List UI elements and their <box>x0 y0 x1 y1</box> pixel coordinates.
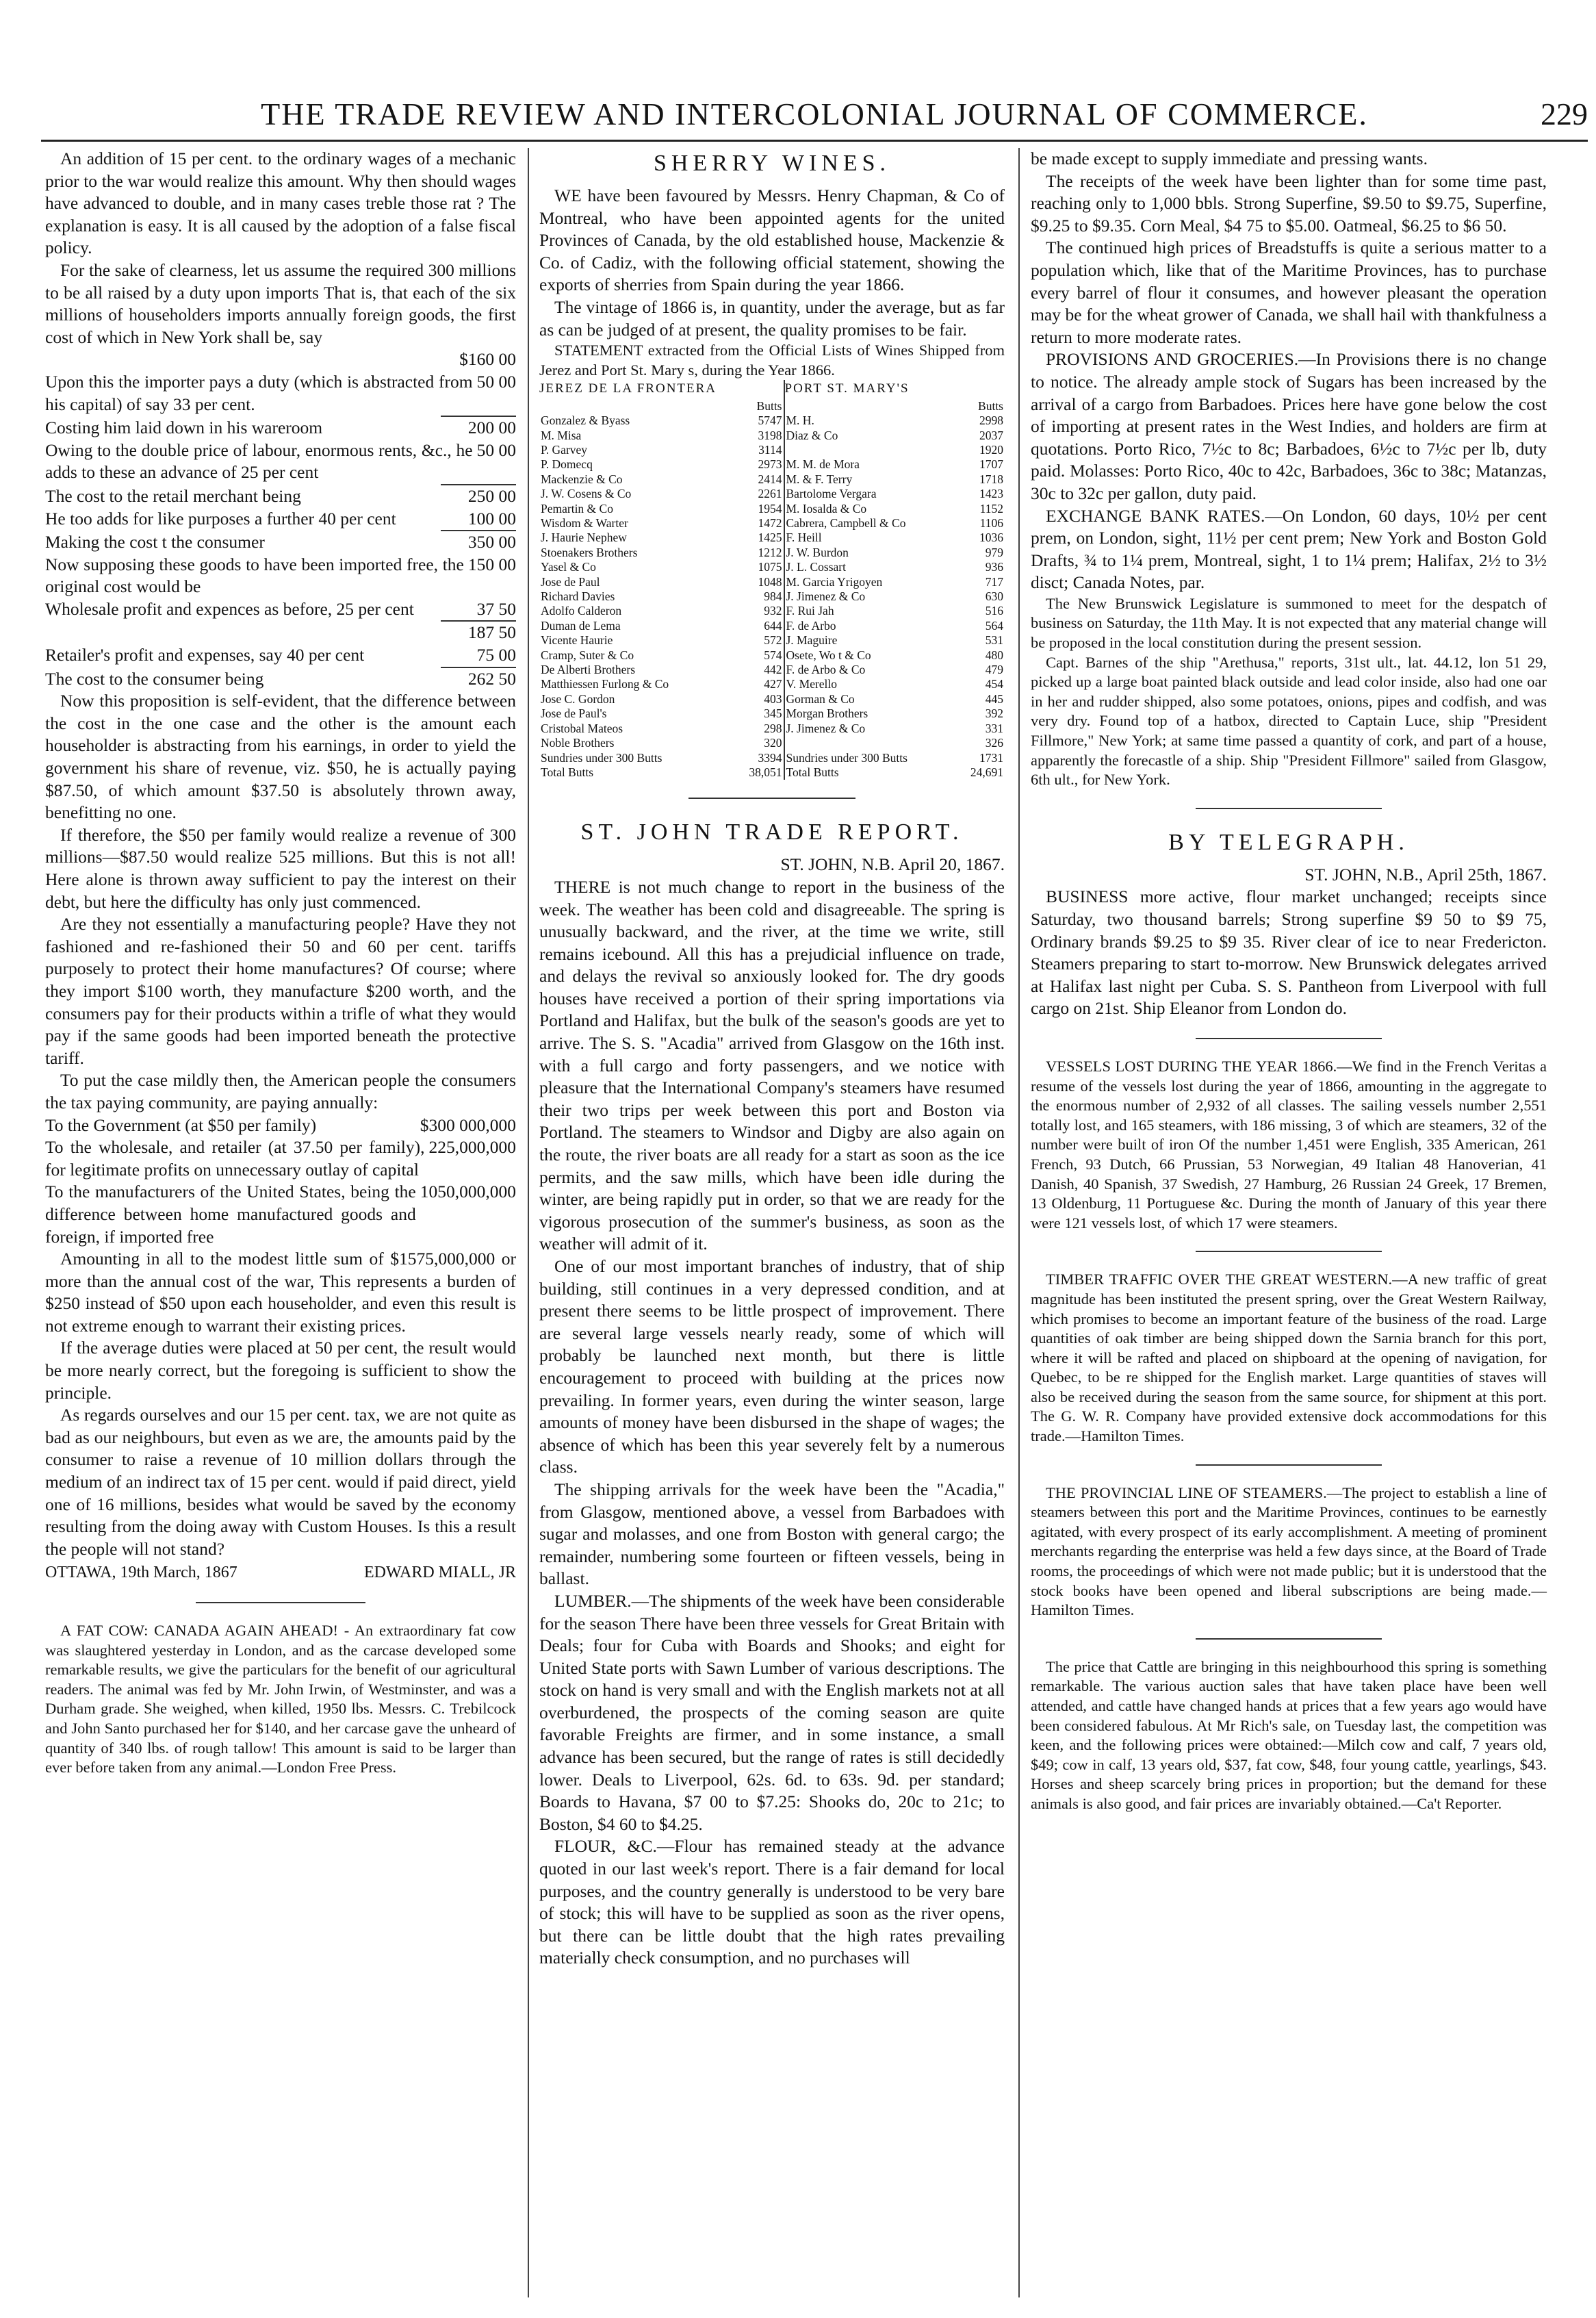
shipper-name: Cabrera, Campbell & Co <box>784 516 956 531</box>
paragraph: BUSINESS more active, flour market unchanged; receipts since Saturday, two thousand barrels; Strong superfine $9 50 to $9 75, Ordinary brands $9.25 to $9 35. River clear of ice to near Fredericton. Steamers preparing to start to-morrow. New Brunswick delegates arrived at Halifax last night per Cuba. S. S. Pantheon from Liverpool with full cargo on 21st. Ship Eleanor from London do. <box>1031 887 1547 1019</box>
table-row <box>539 736 1005 750</box>
st-john-heading: ST. JOHN TRADE REPORT. <box>580 819 964 845</box>
calculation-value: 262 50 <box>467 668 516 689</box>
butts-value: 454 <box>985 677 1003 691</box>
butts-value: 1075 <box>758 560 782 574</box>
annual-value: 1050,000,000 <box>420 1182 516 1202</box>
shipper-name: Morgan Brothers <box>784 706 956 721</box>
shipper-name: Jose de Paul <box>541 574 600 589</box>
table-row <box>539 546 1005 560</box>
signature-author: EDWARD MIALL, JR <box>364 1564 516 1582</box>
table-row <box>539 531 1005 545</box>
calculation-text: Now supposing these goods to have been imported free, the original cost would be <box>45 554 464 597</box>
sherry-heading: SHERRY WINES. <box>653 151 891 176</box>
separator-rule <box>1196 1638 1381 1640</box>
column-rule <box>1018 148 1020 2297</box>
shipper-name: Pemartin & Co <box>541 501 613 515</box>
table-row <box>539 472 1005 487</box>
shipper-name: Noble Brothers <box>541 736 615 750</box>
butts-value: 1472 <box>758 516 782 530</box>
calculation-value: 50 00 <box>476 440 516 460</box>
table-row <box>539 589 1005 604</box>
table-row <box>539 722 1005 736</box>
shipper-name: De Alberti Brothers <box>541 663 636 677</box>
unit-label: Butts <box>978 398 1003 413</box>
vessels-lost-item: VESSELS LOST DURING THE YEAR 1866.—We find in the French Veritas a resume of the vessels lost during the year of 1866, amounting in the aggregate to the enormous number of 2,932 of all classes. The sailing vessels number 2,551 totally lost, and 165 steamers, with 186 missing, 3 of which are steamers, 32 of the number were built of iron Of the number 1,451 were English, 335 American, 261 French, 93 Dutch, 66 Prussian, 53 Norwegian, 49 Italian 48 Hanoverian, 41 Danish, 40 Spanish, 37 Swedish, 27 Hamburg, 26 Russian 24 Greek, 17 Bremen, 13 Oldenburg, 11 Portuguese &c. During the month of January of this year there were 121 vessels lost, of which 17 were steamers. <box>1031 1057 1547 1232</box>
shipper-name: M. Garcia Yrigoyen <box>784 575 956 589</box>
butts-value: 326 <box>985 736 1003 750</box>
shipper-name: J. W. Cosens & Co <box>541 487 632 501</box>
total-value: 24,691 <box>970 765 1003 779</box>
shipper-name: J. Jimenez & Co <box>784 722 956 736</box>
calculation-row <box>45 371 516 416</box>
shipper-name: Stoenakers Brothers <box>541 545 638 559</box>
shipper-name: Diaz & Co <box>784 429 956 443</box>
paragraph: THERE is not much change to report in the business of the week. The weather has been cold and disagreeable. The spring is unusually backward, and the river, at the time we write, still remains icebound. All this has a prejudicial influence on trade, and delays the revival so anxiously looked for. The dry goods houses have received a portion of their spring importations via Portland and Halifax, but the bulk of the season's goods are yet to arrive. The S. S. "Acadia" arrived from Glasgow on the 16th inst. with a full cargo and forty passengers, and we notice with pleasure that the International Company's steamers have resumed their two trips per week between this port and Boston via Portland. The steamers to Windsor and Digby are also again on the route, the river boats are all ready for a start as soon as the ice permits, and the saw mills, which have been idle during the winter, are being rapidly put in order, so that we are ready for the vigorous prosecution of the summer's business, as soon as the weather will admit of it. <box>539 876 1005 1254</box>
table-row <box>539 575 1005 589</box>
butts-value: 445 <box>985 691 1003 706</box>
calculation-row <box>45 440 516 484</box>
butts-value: 1718 <box>979 472 1003 486</box>
calculation-row <box>45 348 516 371</box>
dateline: ST. JOHN, N.B. April 20, 1867. <box>780 854 1005 875</box>
butts-value: 2261 <box>758 487 782 501</box>
table-row <box>539 677 1005 691</box>
cost-calculation <box>45 348 516 690</box>
table-row <box>539 516 1005 531</box>
shipper-name: Cristobal Mateos <box>541 721 623 735</box>
separator-rule <box>1196 1251 1381 1252</box>
calculation-value: 200 00 <box>467 418 516 438</box>
table-row <box>539 457 1005 472</box>
calculation-text: Wholesale profit and expences as before, 25 per cent <box>45 598 414 619</box>
annual-text: To the Government (at $50 per family) <box>45 1115 317 1135</box>
butts-value: 1954 <box>758 501 782 515</box>
shipper-name: Matthiessen Furlong & Co <box>541 677 669 691</box>
butts-value: 345 <box>764 706 782 721</box>
shipper-name <box>784 736 956 750</box>
table-row <box>539 502 1005 516</box>
butts-value: 2414 <box>758 472 782 486</box>
paragraph: LUMBER.—The shipments of the week have been considerable for the season There have been three vessels for Great Britain with Deals; four for Cuba with Boards and Shooks; and eight for United State ports with Sawn Lumber of various descriptions. The stock on hand is very small and with the English markets not at all overburdened, the prospects of the coming season are quite favorable Freights are firmer, and in some instance, a small advance has been secured, but the range of rates is still decidedly lower. Deals to Liverpool, 62s. 6d. to 63s. 9d. per standard; Boards to Havana, $7 00 to $7.25: Shooks do, 20c to 21c; to Boston, $4 60 to $4.25. <box>539 1590 1005 1834</box>
shipper-name: V. Merello <box>784 677 956 691</box>
butts-value: 3114 <box>758 442 782 457</box>
shipper-name: J. L. Cossart <box>784 560 956 574</box>
calculation-value: 37 50 <box>476 598 516 619</box>
cattle-prices-item: The price that Cattle are bringing in this neighbourhood this spring is something remarkable. The various auction sales that have taken place have been well attended, and cattle have changed hands at prices that a few years ago would have been considered fabulous. At Mr Rich's sale, on Tuesday last, the competition was keen, and the following prices were obtained:—Milch cow and calf, 7 years old, $49; cow in calf, 13 years old, $37, fat cow, $48, four young cattle, yearlings, $43. Horses and sheep scarcely bring prices in proportion; but the demand for these animals is also good, and fair prices are invariably obtained.—Ca't Reporter. <box>1031 1657 1547 1812</box>
total-label: Total Butts <box>784 765 956 780</box>
calculation-row <box>45 531 516 554</box>
total-value: 38,051 <box>749 765 782 779</box>
butts-value: 479 <box>985 663 1003 677</box>
shipper-name: Jose C. Gordon <box>541 691 615 706</box>
shipper-name: P. Garvey <box>541 442 588 457</box>
calculation-row <box>45 668 516 691</box>
shipper-name: Adolfo Calderon <box>541 604 622 618</box>
total-label: Total Butts <box>541 765 594 779</box>
table-row <box>539 706 1005 721</box>
shipper-name: Gonzalez & Byass <box>541 413 630 428</box>
shipper-name: Jose de Paul's <box>541 706 607 721</box>
butts-value: 1425 <box>758 531 782 545</box>
butts-value: 984 <box>764 589 782 604</box>
table-row <box>539 443 1005 457</box>
table-head-jerez: JEREZ DE LA FRONTERA <box>539 381 717 396</box>
shipper-name: Duman de Lema <box>541 618 621 633</box>
calculation-value: 75 00 <box>476 645 516 665</box>
butts-value: 403 <box>764 691 782 706</box>
butts-value: 717 <box>985 574 1003 589</box>
shipper-name: J. Maguire <box>784 633 956 648</box>
shipper-name: F. de Arbo <box>784 619 956 633</box>
calculation-row <box>45 485 516 508</box>
shipper-name: Gorman & Co <box>784 692 956 706</box>
table-row <box>539 663 1005 677</box>
paragraph: FLOUR, &C.—Flour has remained steady at the advance quoted in our last week's report. There is a fair demand for local purposes, and the country generally is understood to be very bare of stock; this will have to be supplied as soon as the river opens, but there can be little doubt that the high rates prevailing materially check consumption, and no purchases will <box>539 1836 1005 1968</box>
annual-row <box>45 1181 516 1248</box>
paragraph: Amounting in all to the modest little sum of $1575,000,000 or more than the annual cost of the war, This represents a burden of $250 instead of $50 upon each householder, and even this result is not extreme enough to warrant their existing prices. <box>45 1249 516 1336</box>
paragraph: The continued high prices of Breadstuffs is quite a serious matter to a population which, like that of the Maritime Provinces, has to purchase every barrel of flour it consumes, and however pleasant the operation may be for the wheat grower of Canada, we shall hail with thankfulness a return to more moderate rates. <box>1031 238 1547 347</box>
table-row <box>539 487 1005 501</box>
paragraph: Now this proposition is self-evident, that the difference between the cost in the one case and the other is the amount each householder is abstracting from his earnings, in order to yield the government his share of revenue, viz. $50, he is actually paying $87.50, of which amount $37.50 is absolutely thrown away, benefitting no one. <box>45 691 516 823</box>
annual-text: To the manufacturers of the United States, being the difference between home manufactured goods and foreign, if imported free <box>45 1182 416 1247</box>
fat-cow-item: A FAT COW: CANADA AGAIN AHEAD! - An extraordinary fat cow was slaughtered yesterday in London, and as the carcase developed some remarkable results, we give the particulars for the benefit of our agricultural readers. The animal was fed by Mr. John Irwin, of Westminster, and was a Durham grade. She weighed, when killed, 1950 lbs. Messrs. C. Trebilcock and John Santo purchased her for $140, and her carcase gave the unheard of quantity of 340 lbs. of rough tallow! This amount is said to be larger than ever before taken from any animal.—London Free Press. <box>45 1622 516 1776</box>
paragraph: WE have been favoured by Messrs. Henry Chapman, & Co of Montreal, who have been appointed agents for the united Provinces of Canada, by the old established house, Mackenzie & Co. of Cadiz, with the following official statement, showing the exports of sherries from Spain during the year 1866. <box>539 186 1005 295</box>
calculation-value: 250 00 <box>467 485 516 506</box>
shipper-name: Yasel & Co <box>541 560 596 574</box>
table-head-port-st-marys: PORT ST. MARY'S <box>784 380 1005 398</box>
butts-value: 320 <box>764 736 782 750</box>
running-header <box>41 96 1588 137</box>
shipper-name: J. W. Burdon <box>784 546 956 560</box>
butts-value: 480 <box>985 648 1003 662</box>
signature-line <box>45 1562 516 1584</box>
butts-value: 1920 <box>979 442 1003 457</box>
table-row <box>539 648 1005 663</box>
paragraph: STATEMENT extracted from the Official Lists of Wines Shipped from Jerez and Port St. Mary s, during the Year 1866. <box>539 342 1005 379</box>
butts-value: 1152 <box>979 501 1003 515</box>
butts-value: 979 <box>985 545 1003 559</box>
shipper-name: J. Haurie Nephew <box>541 531 627 545</box>
paragraph: An addition of 15 per cent. to the ordinary wages of a mechanic prior to the war would realize this amount. Why then should wages have advanced to double, and in many cases treble those rat ? The explanation is easy. It is all caused by the adoption of a false fiscal policy. <box>45 149 516 258</box>
shipper-name: M. H. <box>784 413 956 428</box>
paragraph: If therefore, the $50 per family would realize a revenue of 300 millions—$87.50 would realize 525 millions. But this is not all! Here alone is thrown away sufficient to pay the interest on their debt, but here the difficulty has only just commenced. <box>45 824 516 912</box>
signature-place-date: OTTAWA, 19th March, 1867 <box>45 1564 237 1582</box>
calculation-row <box>45 598 516 621</box>
calculation-row <box>45 554 516 598</box>
separator-rule <box>688 798 856 799</box>
calculation-text: Making the cost t the consumer <box>45 532 265 552</box>
calculation-text: The cost to the consumer being <box>45 668 264 689</box>
butts-value: 531 <box>985 633 1003 648</box>
calculation-text: Upon this the importer pays a duty (which is abstracted from his capital) of say 33 per cent. <box>45 371 473 414</box>
table-row <box>539 560 1005 574</box>
separator-rule <box>1196 808 1381 809</box>
butts-value: 298 <box>764 721 782 735</box>
table-row <box>539 633 1005 648</box>
shipper-name: M. Misa <box>541 428 582 442</box>
calculation-text: He too adds for like purposes a further 40 per cent <box>45 508 396 528</box>
calculation-text: Owing to the double price of labour, enormous rents, &c., he adds to these an advance of 25 per cent <box>45 440 473 483</box>
page-number: 229 <box>1541 97 1588 131</box>
butts-value: 442 <box>764 663 782 677</box>
telegraph-heading: BY TELEGRAPH. <box>1168 829 1409 855</box>
paragraph: The New Brunswick Legislature is summoned to meet for the despatch of business on Saturday, the 11th May. It is not expected that any material change will be proposed in the local constitution during the present session. <box>1031 594 1547 652</box>
calculation-value: $160 00 <box>459 349 516 370</box>
calculation-value: 150 00 <box>467 554 516 574</box>
annual-value: 225,000,000 <box>428 1137 516 1158</box>
butts-value: 644 <box>764 618 782 633</box>
butts-value: 1731 <box>979 750 1003 765</box>
annual-row <box>45 1136 516 1181</box>
column-rule <box>528 148 529 2297</box>
shipper-name: Cramp, Suter & Co <box>541 648 634 662</box>
butts-value: 1048 <box>758 574 782 589</box>
paragraph: The shipping arrivals for the week have been the "Acadia," from Glasgow, mentioned above, a vessel from Barbadoes with sugar and molasses, and one from Boston with general cargo; the remainder, numbering some fourteen or fifteen vessels, being in ballast. <box>539 1479 1005 1589</box>
table-row <box>539 413 1005 428</box>
sherry-export-table <box>539 380 1005 780</box>
paragraph: Are they not essentially a manufacturing people? Have they not fashioned and re-fashioned their 50 and 60 per cent. tariffs purposely to protect their home manufactures? Of course; where they import $100 worth, they manufacture $200 worth, and the consumers pay for their products within a trifle of what they would pay if the same goods had been imported beneath the protective tariff. <box>45 914 516 1068</box>
calculation-row <box>45 622 516 644</box>
shipper-name <box>784 443 956 457</box>
paragraph: One of our most important branches of industry, that of ship building, still continues in a very depressed condition, and at present there seems to be little prospect of improvement. There are several large vessels nearly ready, some of which will probably be launched next month, but there is little encouragement to proceed with building at the prices now prevailing. In former years, even during the winter season, large amounts of money have been disbursed in the shape of wages; the absence of which has been this year severely felt by a numerous class. <box>539 1256 1005 1477</box>
paragraph: be made except to supply immediate and pressing wants. <box>1031 149 1428 168</box>
shipper-name: P. Domecq <box>541 457 593 472</box>
butts-value: 2973 <box>758 457 782 472</box>
butts-value: 1106 <box>979 516 1003 530</box>
butts-value: 3394 <box>758 750 782 765</box>
unit-label: Butts <box>756 398 782 413</box>
calculation-value: 100 00 <box>467 508 516 528</box>
separator-rule <box>196 1602 365 1603</box>
shipper-name: Richard Davies <box>541 589 615 604</box>
butts-value: 392 <box>985 706 1003 721</box>
separator-rule <box>1196 1038 1381 1039</box>
butts-value: 2037 <box>979 428 1003 442</box>
shipper-name: M. & F. Terry <box>784 472 956 487</box>
butts-value: 5747 <box>758 413 782 428</box>
calculation-text: Costing him laid down in his wareroom <box>45 418 323 438</box>
butts-value: 936 <box>985 560 1003 574</box>
column-3 <box>1031 148 1547 1814</box>
paragraph: The receipts of the week have been lighter than for some time past, reaching only to 1,000 bbls. Strong Superfine, $9.50 to $9.75, Superfine, $9.25 to $9.35. Corn Meal, $4 75 to $5.00. Oatmeal, $6.25 to $6 50. <box>1031 170 1547 235</box>
butts-value: 932 <box>764 604 782 618</box>
paragraph: If the average duties were placed at 50 per cent, the result would be more nearly correct, but the foregoing is sufficient to show the principle. <box>45 1338 516 1403</box>
butts-value: 572 <box>764 633 782 648</box>
column-1 <box>45 148 516 1778</box>
table-row <box>539 619 1005 633</box>
table-row <box>539 751 1005 765</box>
butts-value: 2998 <box>979 413 1003 428</box>
butts-value: 1212 <box>758 545 782 559</box>
paragraph: The vintage of 1866 is, in quantity, under the average, but as far as can be judged of at present, the quality promises to be fair. <box>539 296 1005 340</box>
table-row <box>539 692 1005 706</box>
paragraph: For the sake of clearness, let us assume the required 300 millions to be all raised by a duty upon imports That is, that each of the six millions of householders imports annually foreign goods, the first cost of which in New York shall be, say <box>45 259 516 347</box>
annual-text: To the wholesale, and retailer (at 37.50 per family), for legitimate profits on unnecessary outlay of capital <box>45 1137 425 1180</box>
calculation-value: 50 00 <box>476 371 516 392</box>
shipper-name: Wisdom & Warter <box>541 516 628 530</box>
shipper-name: Mackenzie & Co <box>541 472 623 486</box>
shipper-name: Sundries under 300 Butts <box>541 750 662 765</box>
butts-value: 564 <box>985 618 1003 633</box>
butts-value: 427 <box>764 677 782 691</box>
journal-title: THE TRADE REVIEW AND INTERCOLONIAL JOURNAL OF COMMERCE. <box>261 97 1368 131</box>
shipper-name: M. M. de Mora <box>784 457 956 472</box>
calculation-value: 350 00 <box>467 532 516 552</box>
shipper-name: J. Jimenez & Co <box>784 589 956 604</box>
calculation-text: Retailer's profit and expenses, say 40 per cent <box>45 645 365 665</box>
shipper-name: F. de Arbo & Co <box>784 663 956 677</box>
shipper-name: Osete, Wo t & Co <box>784 648 956 663</box>
paragraph: PROVISIONS AND GROCERIES.—In Provisions there is no change to notice. The already ample stock of Sugars has been increased by the arrival of a cargo from Barbadoes. Prices here have gone below the cost of importing at present rates in the West Indies, and holders are firm at quotations. Porto Rico, 7½c to 8c; Barbadoes, 6½c to 7½c per lb, duty paid. Molasses: Porto Rico, 40c to 42c, Barbadoes, 36c to 38c; Matanzas, 30c to 32c per gallon, duty paid. <box>1031 349 1547 503</box>
paragraph: As regards ourselves and our 15 per cent. tax, we are not quite as bad as our neighbours, but even as we are, the amounts paid by the consumer to raise a revenue of 10 million dollars through the medium of an indirect tax of 15 per cent. would if paid direct, yield one of 16 millions, besides what would be saved by the economy resulting from the doing away with Custom Houses. Is this a result the people will not stand? <box>45 1405 516 1559</box>
header-rule <box>41 140 1588 142</box>
annual-tax-list <box>45 1115 516 1249</box>
butts-value: 516 <box>985 604 1003 618</box>
separator-rule <box>1196 1464 1381 1466</box>
annual-value: $300 000,000 <box>420 1115 516 1135</box>
dateline: ST. JOHN, N.B., April 25th, 1867. <box>1304 864 1547 884</box>
annual-row <box>45 1115 516 1137</box>
calculation-row <box>45 508 516 531</box>
butts-value: 1707 <box>979 457 1003 472</box>
calculation-row <box>45 417 516 440</box>
provincial-line-item: THE PROVINCIAL LINE OF STEAMERS.—The project to establish a line of steamers between this port and the Maritime Provinces, continues to be earnestly agitated, with every prospect of its early accomplishment. A meeting of prominent merchants regarding the enterprise was held a few days since, at the Board of Trade rooms, the proceedings of which were not made public; but it is understood that the stock books have been opened and liberal subscriptions are being made.—Hamilton Times. <box>1031 1483 1547 1619</box>
butts-value: 1423 <box>979 487 1003 501</box>
calculation-text: The cost to the retail merchant being <box>45 485 301 506</box>
butts-value: 3198 <box>758 428 782 442</box>
butts-value: 574 <box>764 648 782 662</box>
shipper-name: F. Rui Jah <box>784 604 956 618</box>
shipper-name: M. Iosalda & Co <box>784 502 956 516</box>
shipper-name: F. Heill <box>784 531 956 545</box>
shipper-name: Sundries under 300 Butts <box>784 751 956 765</box>
column-2 <box>539 148 1005 1970</box>
butts-value: 1036 <box>979 531 1003 545</box>
shipper-name: Bartolome Vergara <box>784 487 956 501</box>
butts-value: 630 <box>985 589 1003 604</box>
calculation-value: 187 50 <box>467 622 516 643</box>
shipper-name: Vicente Haurie <box>541 633 613 648</box>
paragraph: Capt. Barnes of the ship "Arethusa," reports, 31st ult., lat. 44.12, lon 51 29, picked up a large boat painted black outside and lead color inside, also had one oar in her and rudder shipped, also some potatoes, onions, pipes and codfish, and was very dry. Found top of a hatbox, directed to Captain Luce, ship "President Fillmore," New York; at same time passed a quantity of cork, and part of a house, apparently the forecastle of a ship. Ship "President Fillmore" sailed from Glasgow, 6th ult., for New York. <box>1031 653 1547 789</box>
timber-traffic-item: TIMBER TRAFFIC OVER THE GREAT WESTERN.—A new traffic of great magnitude has been instituted the present spring, over the Great Western Railway, which promises to become an important feature of the business of the road. Large quantities of oak timber are being shipped down the Sarnia branch for this port, where it will be rafted and placed on shipboard at the opening of navigation, for Quebec, to be re shipped for the English market. Large quantities of staves will also be received during the season from the same source, for shipment at this port. The G. W. R. Company have provided extensive dock accommodations for this trade.—Hamilton Times. <box>1031 1271 1547 1445</box>
calculation-row <box>45 644 516 667</box>
butts-value: 331 <box>985 721 1003 735</box>
table-row <box>539 604 1005 618</box>
paragraph: EXCHANGE BANK RATES.—On London, 60 days, 10½ per cent prem, on London, sight, 11½ per cent prem; New York and Boston Gold Drafts, ¾ to 1¼ prem, Montreal, sight, 1 to 1¼ prem; Halifax, 2½ to 3½ disct; Canada Notes, par. <box>1031 505 1547 593</box>
paragraph: To put the case mildly then, the American people the consumers the tax paying community, are paying annually: <box>45 1070 516 1112</box>
table-row <box>539 429 1005 443</box>
